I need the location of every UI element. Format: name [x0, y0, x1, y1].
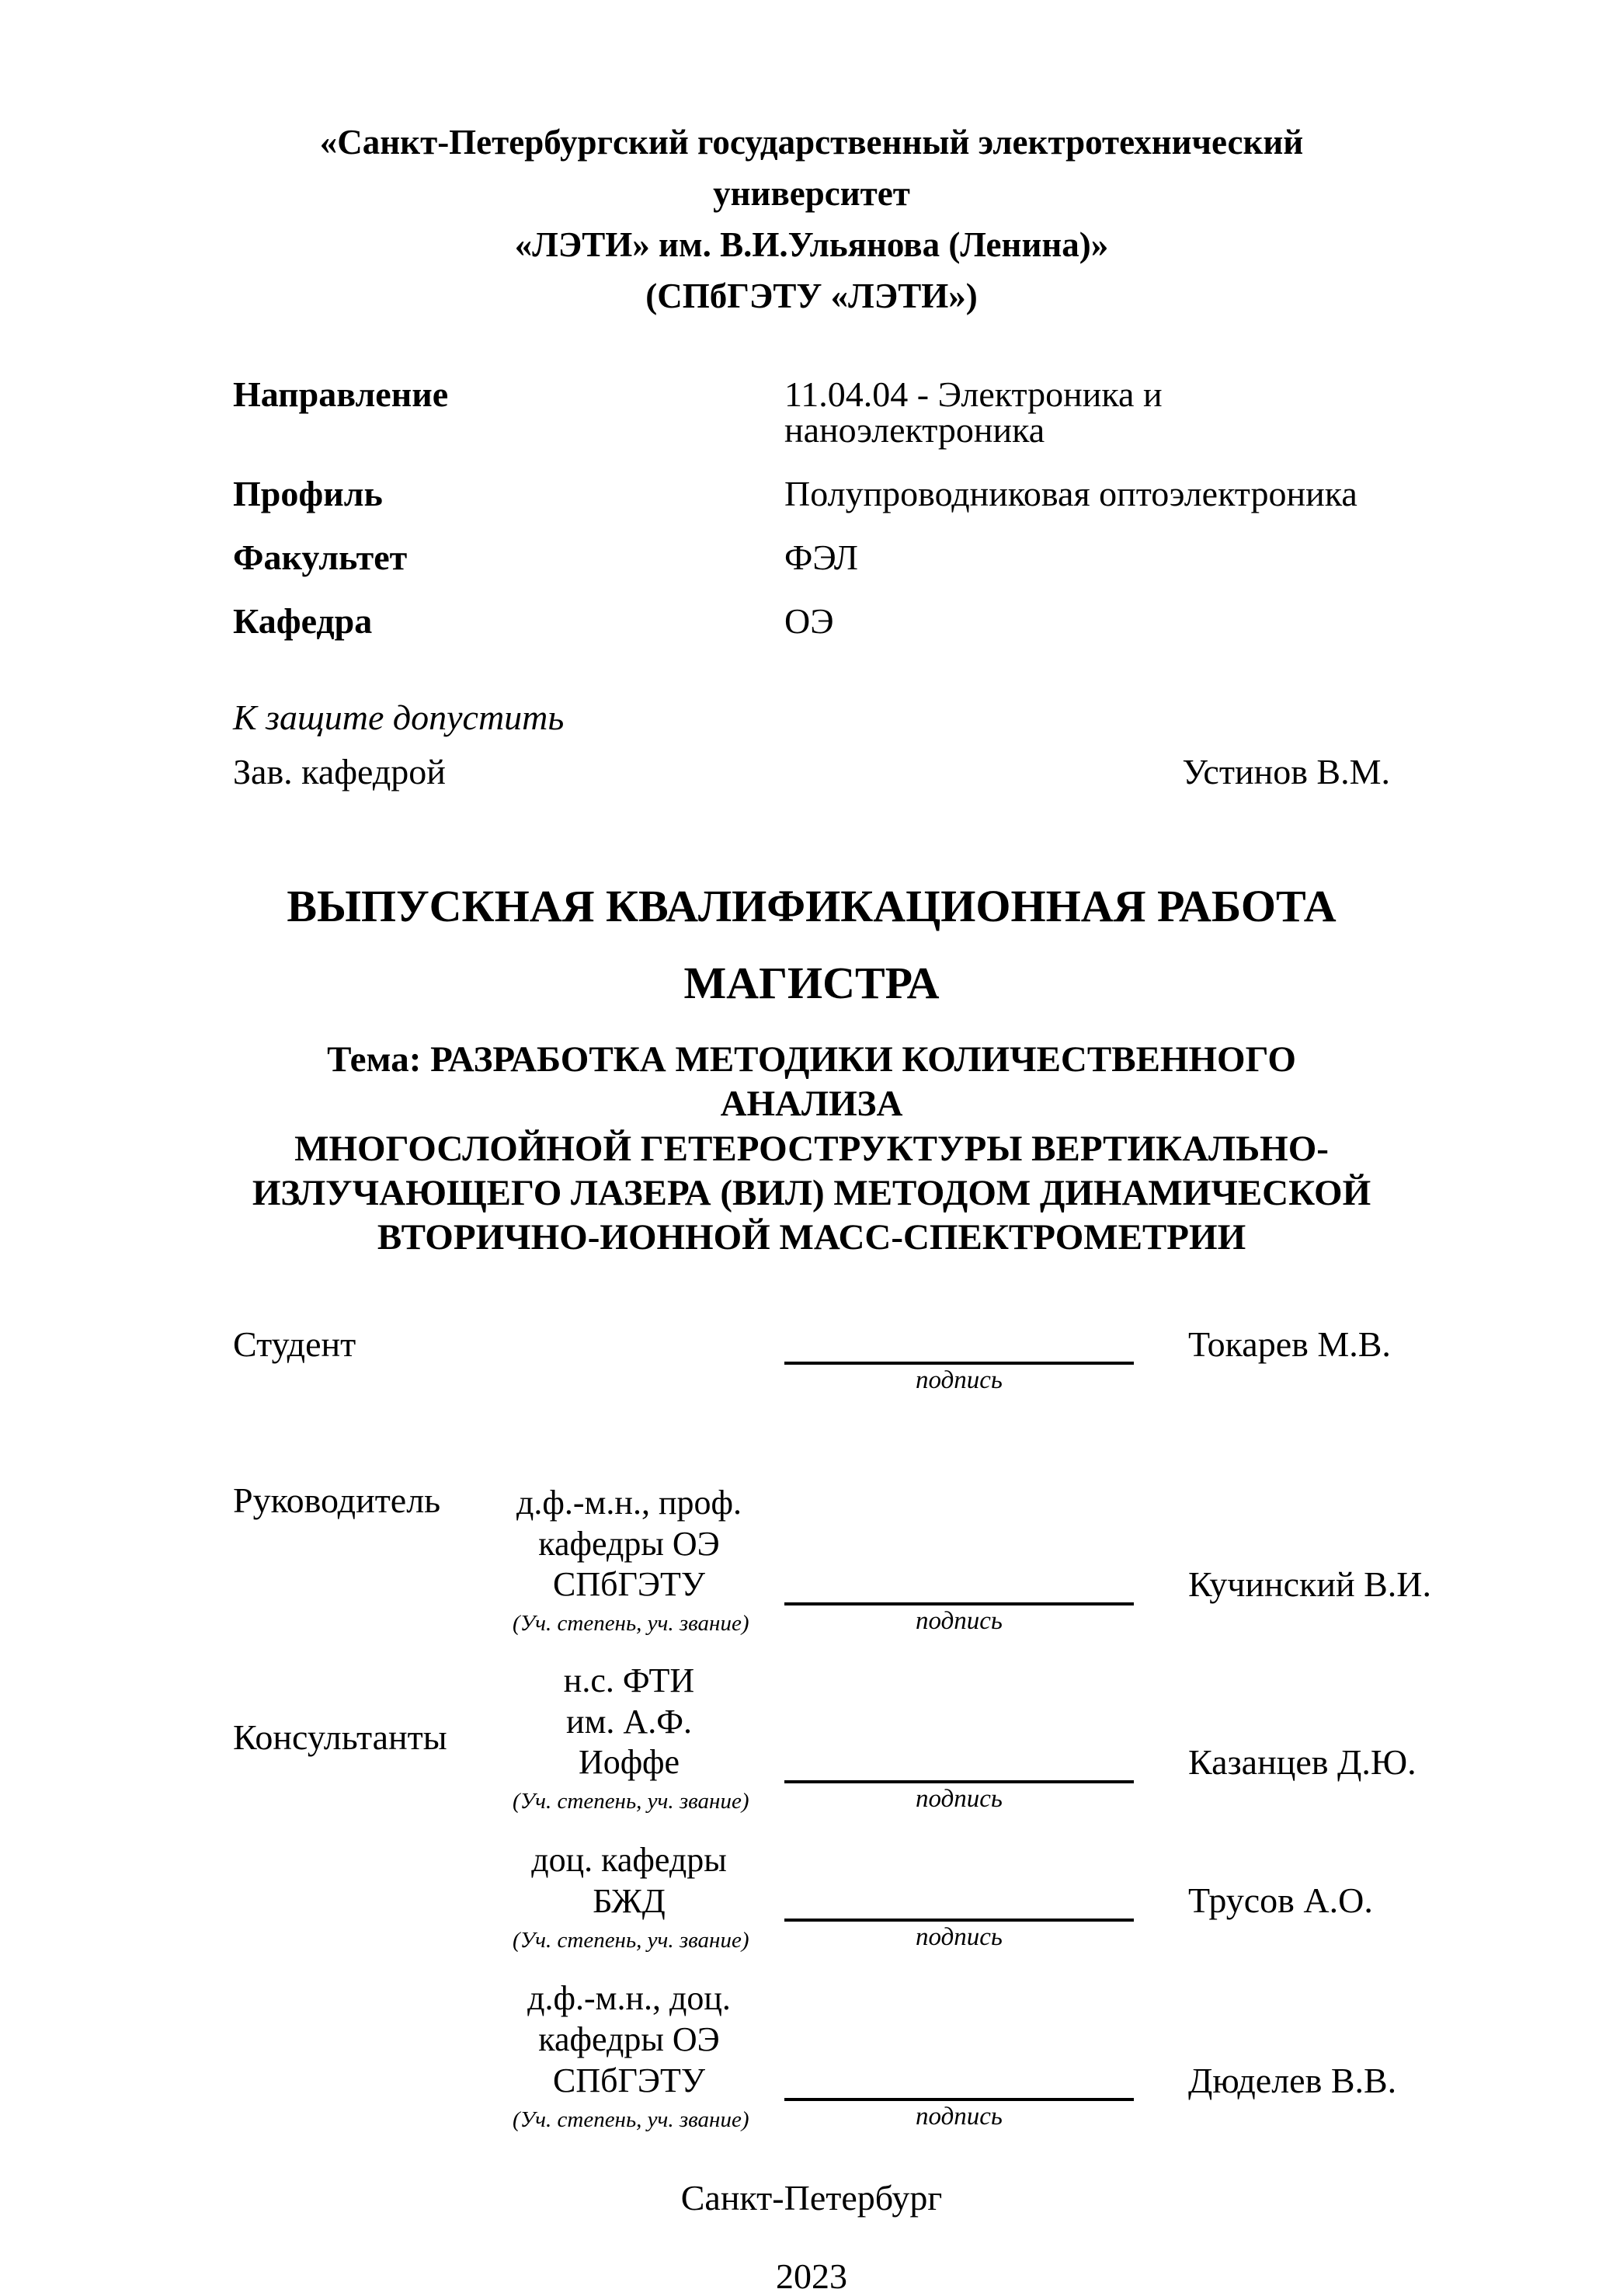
theme-line-2: МНОГОСЛОЙНОЙ ГЕТЕРОСТРУКТУРЫ ВЕРТИКАЛЬНО- — [294, 1128, 1329, 1169]
university-name-line-2: «ЛЭТИ» им. В.И.Ульянова (Ленина)» — [514, 225, 1109, 265]
signature-block — [233, 1324, 1431, 2134]
consultant-1-signature-area — [746, 1780, 1134, 1815]
theme-line-1: Тема: РАЗРАБОТКА МЕТОДИКИ КОЛИЧЕСТВЕННОГО АНАЛИЗА — [327, 1039, 1296, 1125]
direction-label: Направление — [233, 374, 449, 414]
info-row-direction — [233, 374, 1390, 450]
work-title-line-1: ВЫПУСКНАЯ КВАЛИФИКАЦИОННАЯ РАБОТА — [287, 880, 1337, 931]
signature-caption: подпись — [916, 1923, 1003, 1952]
qualification-line: н.с. ФТИ — [563, 1661, 695, 1699]
theme-line-4: ВТОРИЧНО-ИОННОЙ МАСС-СПЕКТРОМЕТРИИ — [377, 1217, 1246, 1258]
qualification-line: д.ф.-м.н., доц. — [527, 1979, 731, 2018]
head-of-department-name: Устинов В.М. — [1182, 751, 1390, 791]
student-signature-area — [746, 1362, 1134, 1397]
signature-row-student — [233, 1324, 1391, 1397]
consultant-1-qualification — [513, 1661, 749, 1815]
signature-caption: подпись — [916, 1606, 1003, 1635]
signature-caption: подпись — [916, 1784, 1003, 1813]
thesis-theme — [233, 1038, 1390, 1261]
qualification-line: д.ф.-м.н., проф. — [516, 1483, 742, 1522]
profile-value: Полупроводниковая оптоэлектроника — [784, 473, 1357, 513]
direction-value: 11.04.04 - Электроника и наноэлектроника — [784, 374, 1163, 450]
signature-caption: подпись — [916, 2103, 1003, 2131]
qualification-line: БЖД — [593, 1881, 666, 1920]
supervisor-name: Кучинский В.И. — [1188, 1564, 1431, 1604]
signature-row-consultant-3 — [233, 1978, 1397, 2133]
degree-caption: (Уч. степень, уч. звание) — [513, 1927, 749, 1953]
supervisor-qualification — [513, 1483, 749, 1637]
qualification-line: им. А.Ф. Иоффе — [566, 1702, 692, 1782]
work-title — [233, 868, 1390, 1023]
consultant-2-qualification — [513, 1840, 749, 1953]
consultants-role-label: Консультанты — [233, 1717, 447, 1758]
signature-caption: подпись — [916, 1366, 1003, 1395]
qualification-line: кафедры ОЭ — [538, 1524, 720, 1563]
admission-note: К защите допустить — [233, 697, 565, 737]
profile-label: Профиль — [233, 473, 383, 513]
faculty-label: Факультет — [233, 537, 408, 577]
student-name: Токарев М.В. — [1188, 1324, 1391, 1364]
info-row-faculty — [233, 537, 1390, 577]
info-row-profile — [233, 473, 1390, 513]
supervisor-signature-area — [746, 1602, 1134, 1637]
consultant-2-signature-area — [746, 1919, 1134, 1953]
qualification-line: доц. кафедры — [531, 1841, 727, 1880]
degree-caption: (Уч. степень, уч. звание) — [513, 1789, 749, 1814]
footer-year: 2023 — [776, 2256, 847, 2296]
degree-caption: (Уч. степень, уч. звание) — [513, 1611, 749, 1637]
signature-row-consultant-2 — [233, 1840, 1390, 1953]
consultant-3-name: Дюделев В.В. — [1188, 2060, 1397, 2100]
faculty-value: ФЭЛ — [784, 537, 859, 577]
theme-line-3: ИЗЛУЧАЮЩЕГО ЛАЗЕРА (ВИЛ) МЕТОДОМ ДИНАМИЧЕСКОЙ — [252, 1173, 1371, 1214]
footer-city: Санкт-Петербург — [680, 2177, 943, 2218]
signature-row-supervisor — [233, 1480, 1431, 1637]
program-info — [233, 374, 1390, 641]
qualification-line: кафедры ОЭ — [538, 2020, 720, 2059]
consultant-3-qualification — [513, 1978, 749, 2133]
department-value: ОЭ — [784, 600, 834, 641]
head-of-department-row — [233, 751, 1390, 791]
department-label: Кафедра — [233, 600, 373, 641]
consultant-3-signature-area — [746, 2098, 1134, 2133]
consultant-1-name: Казанцев Д.Ю. — [1188, 1742, 1417, 1783]
student-role-label: Студент — [233, 1324, 356, 1364]
university-name-line-1: «Санкт-Петербургский государственный электротехнический университет — [319, 123, 1304, 214]
qualification-line: СПбГЭТУ — [552, 2061, 706, 2100]
university-header — [233, 117, 1390, 322]
consultant-2-name: Трусов А.О. — [1188, 1880, 1373, 1921]
supervisor-role-label: Руководитель — [233, 1480, 441, 1520]
university-abbreviation: (СПбГЭТУ «ЛЭТИ») — [645, 277, 978, 316]
page-footer — [233, 2177, 1390, 2296]
qualification-line: СПбГЭТУ — [552, 1565, 706, 1604]
head-of-department-label: Зав. кафедрой — [233, 751, 446, 791]
signature-row-consultant-1 — [233, 1661, 1417, 1815]
degree-caption: (Уч. степень, уч. звание) — [513, 2106, 749, 2132]
info-row-department — [233, 600, 1390, 641]
work-title-line-2: МАГИСТРА — [683, 958, 940, 1009]
